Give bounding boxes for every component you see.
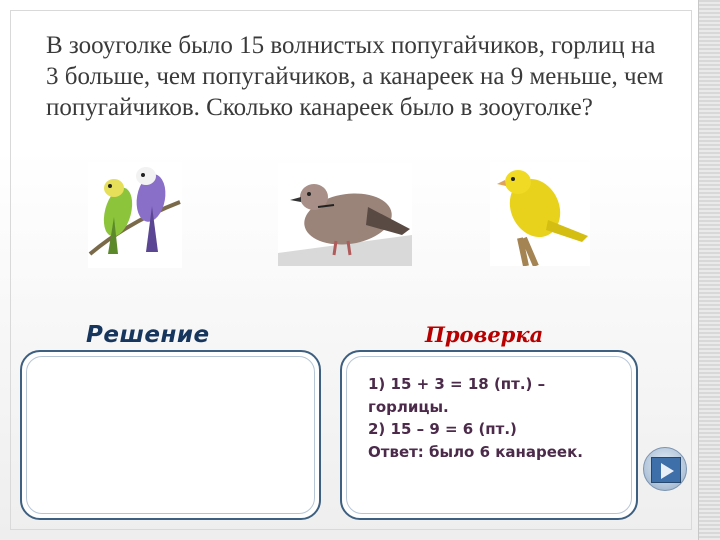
budgerigars-image: [88, 162, 182, 268]
check-panel: [340, 350, 638, 520]
problem-text: В зооуголке было 15 волнистых попугайчиков, горлиц на 3 больше, чем попугайчиков, а канареек на 9 меньше, чем попугайчиков. Сколько канареек было в зооуголке?: [46, 32, 664, 121]
canary-icon: [490, 162, 590, 266]
dove-image: [278, 163, 412, 266]
check-line-answer: Ответ: было 6 канареек.: [368, 442, 583, 461]
solution-label: Решение: [86, 322, 210, 348]
next-slide-button[interactable]: [643, 447, 687, 491]
play-next-icon: [651, 457, 681, 483]
check-text: [368, 373, 630, 463]
check-line-1: 1) 15 + 3 = 18 (пт.) – горлицы.: [368, 375, 546, 416]
budgerigars-icon: [88, 162, 182, 268]
solution-panel: [20, 350, 321, 520]
check-label: Проверка: [425, 322, 544, 347]
canary-image: [490, 162, 590, 266]
dove-icon: [278, 163, 412, 266]
check-line-2: 2) 15 – 9 = 6 (пт.): [368, 420, 517, 438]
slide-side-band: [698, 0, 720, 540]
